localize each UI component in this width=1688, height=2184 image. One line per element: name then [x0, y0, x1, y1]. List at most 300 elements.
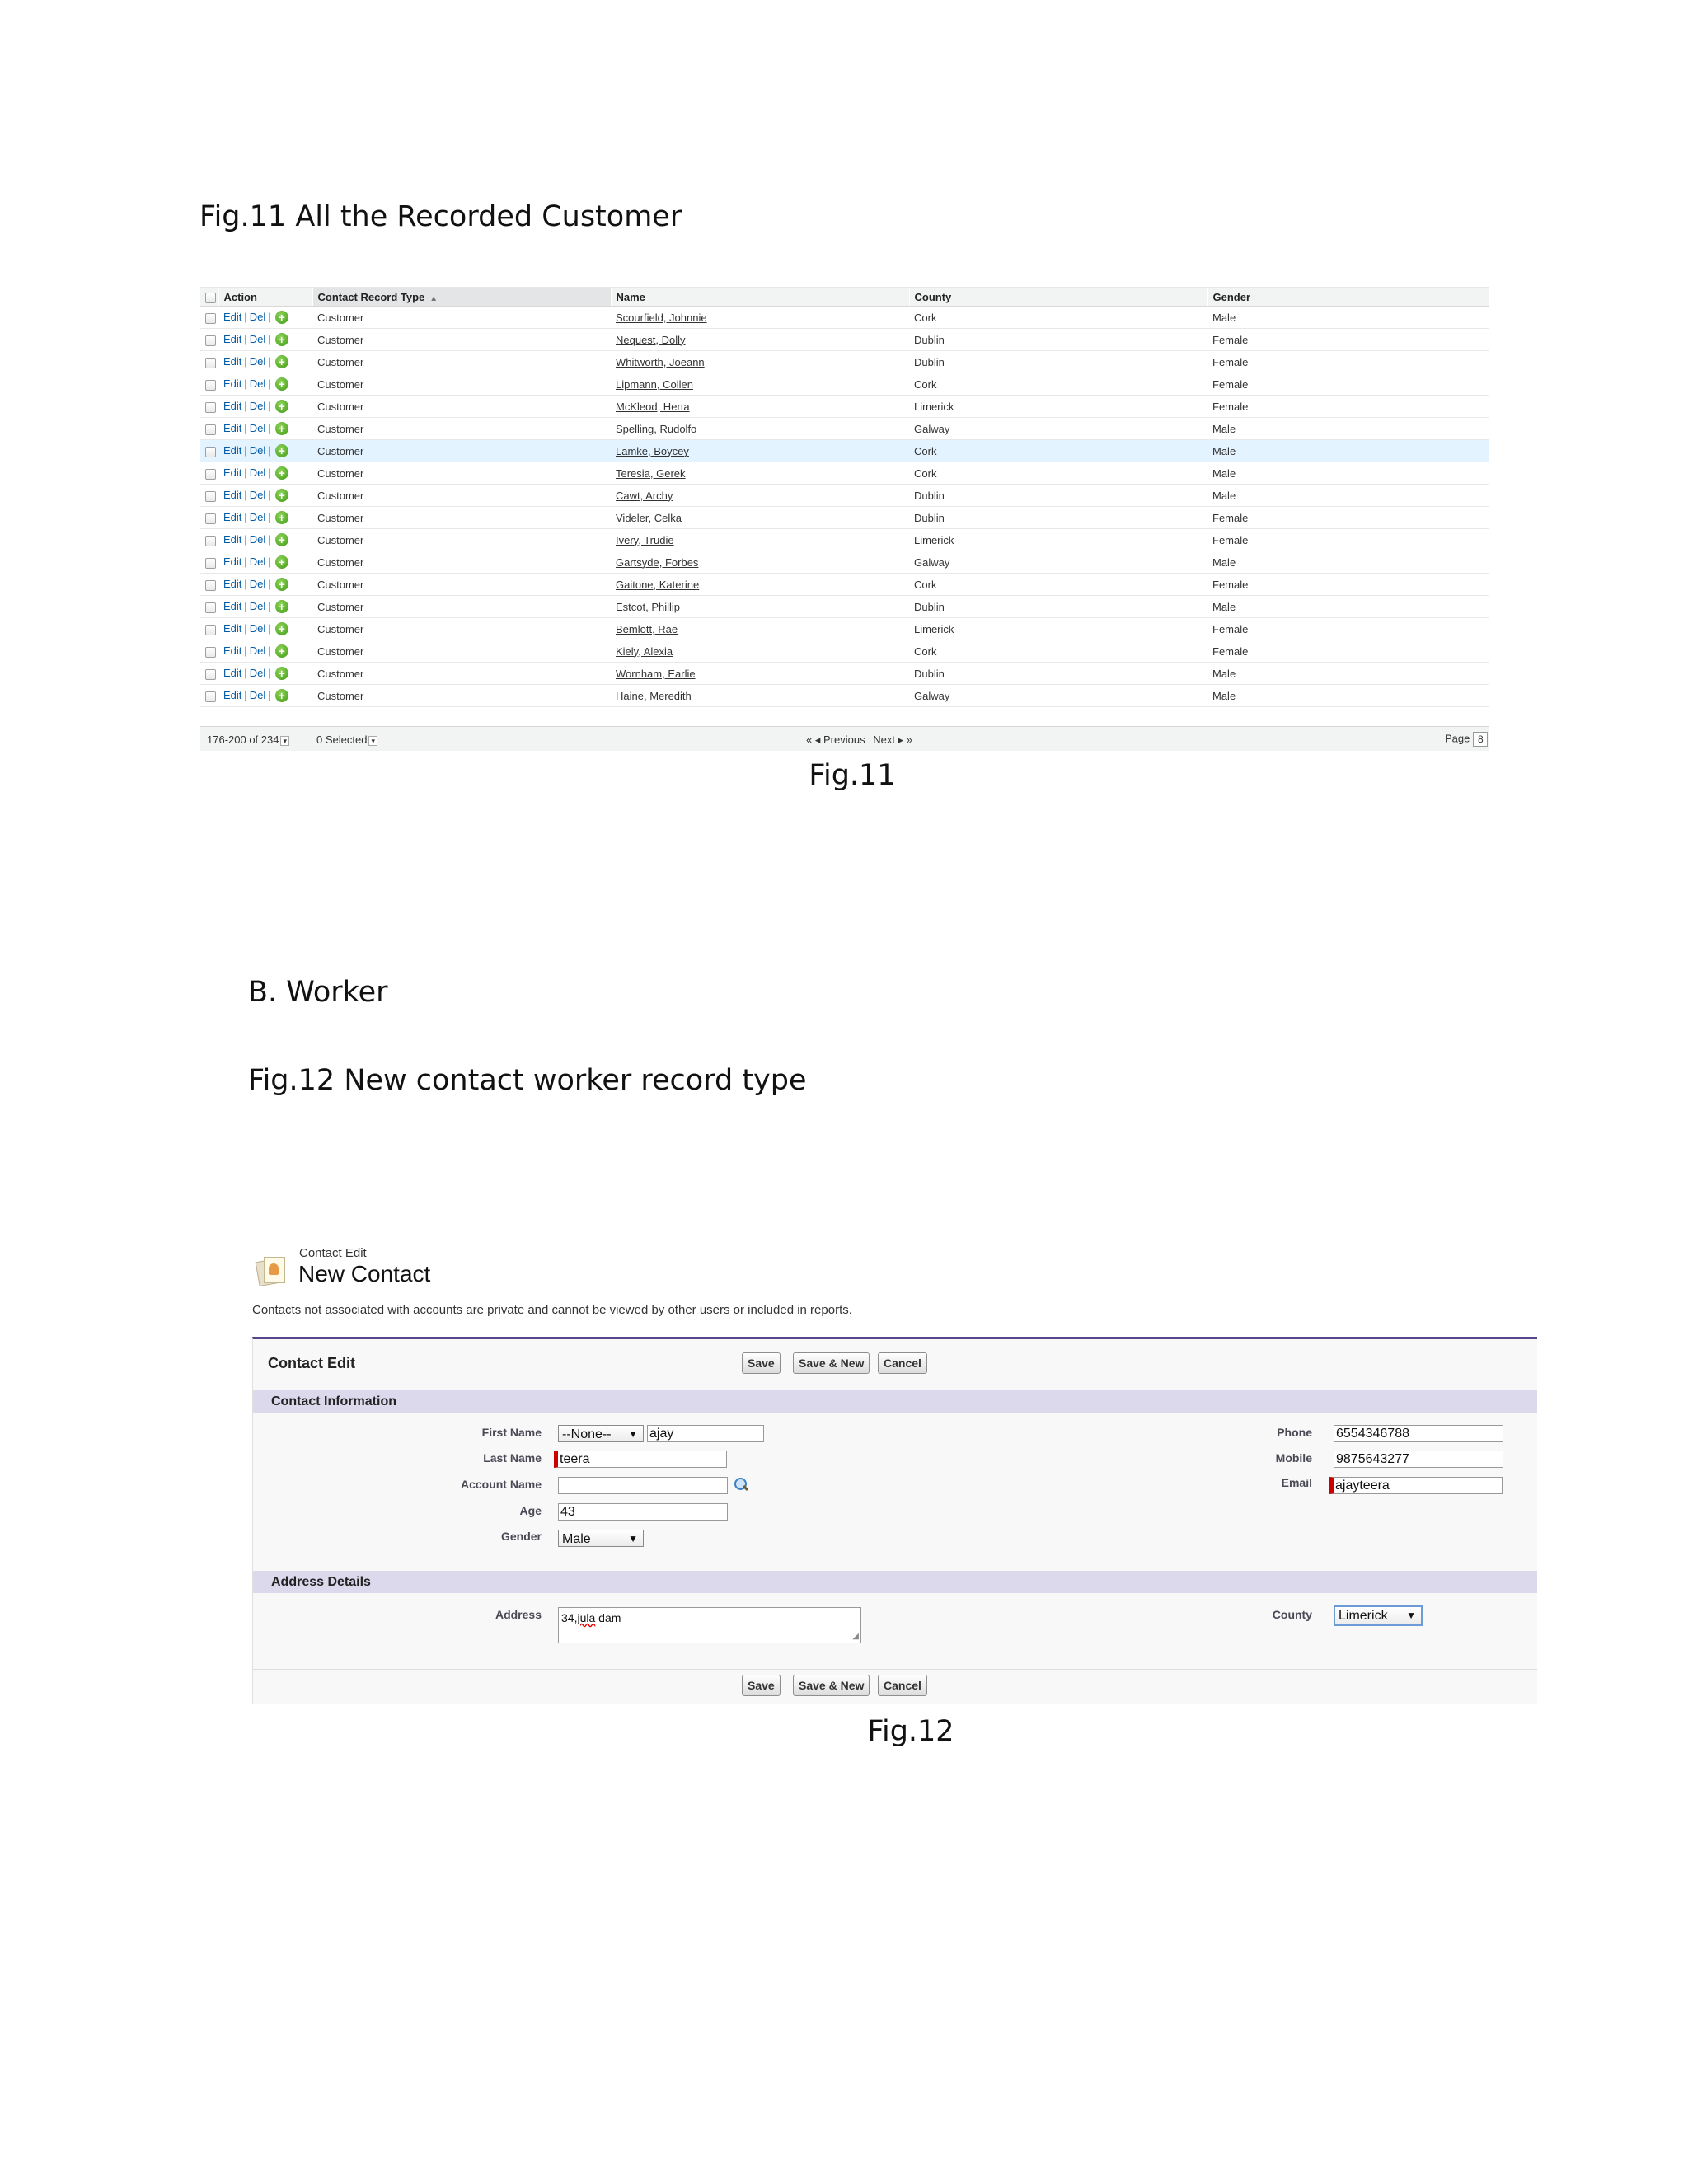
action-separator: |: [244, 577, 247, 590]
table-row[interactable]: [200, 373, 1489, 396]
row-checkbox[interactable]: [200, 618, 218, 640]
cell-record-type: Customer: [312, 373, 611, 396]
delete-link[interactable]: Del: [249, 354, 266, 368]
row-actions: [218, 507, 312, 529]
cell-county: Cork: [909, 574, 1207, 596]
save-new-button[interactable]: Save & New: [793, 1352, 870, 1374]
cell-gender: Female: [1207, 351, 1489, 373]
add-plus-icon[interactable]: +: [275, 466, 288, 480]
contact-name-link[interactable]: Gartsyde, Forbes: [616, 555, 699, 569]
add-plus-icon[interactable]: +: [275, 355, 288, 368]
cell-record-type: Customer: [312, 396, 611, 418]
cell-county: Dublin: [909, 507, 1207, 529]
table-row[interactable]: [200, 351, 1489, 373]
cell-gender: Female: [1207, 529, 1489, 551]
cell-name: [611, 418, 909, 440]
action-separator: |: [268, 488, 271, 501]
add-plus-icon[interactable]: +: [275, 644, 288, 658]
edit-link[interactable]: Edit: [223, 510, 242, 523]
cell-county: Cork: [909, 373, 1207, 396]
edit-link[interactable]: Edit: [223, 666, 242, 679]
table-row[interactable]: [200, 618, 1489, 640]
cell-name: [611, 485, 909, 507]
action-separator: |: [244, 354, 247, 368]
add-plus-icon[interactable]: +: [275, 311, 288, 324]
contact-information-section: [253, 1390, 1537, 1413]
row-actions: [218, 462, 312, 485]
cell-record-type: Customer: [312, 618, 611, 640]
save-button[interactable]: Save: [742, 1352, 781, 1374]
next-page-link[interactable]: Next ▸: [873, 733, 904, 746]
action-separator: |: [244, 555, 247, 568]
account-name-input[interactable]: [558, 1477, 728, 1494]
chevron-down-icon: ▼: [1406, 1610, 1416, 1621]
cell-county: Galway: [909, 685, 1207, 707]
cancel-button-bottom[interactable]: Cancel: [878, 1675, 927, 1696]
cell-gender: Female: [1207, 507, 1489, 529]
add-plus-icon[interactable]: +: [275, 377, 288, 391]
first-page-icon[interactable]: «: [806, 733, 813, 746]
row-actions: [218, 596, 312, 618]
add-plus-icon[interactable]: +: [275, 400, 288, 413]
edit-link[interactable]: Edit: [223, 443, 242, 457]
contact-name-link[interactable]: Haine, Meredith: [616, 689, 692, 702]
cell-name: [611, 329, 909, 351]
add-plus-icon[interactable]: +: [275, 622, 288, 635]
action-separator: |: [268, 332, 271, 345]
add-plus-icon[interactable]: +: [275, 489, 288, 502]
contact-card-icon: [256, 1255, 287, 1283]
contact-name-link[interactable]: Scourfield, Johnnie: [616, 311, 707, 324]
cell-name: [611, 663, 909, 685]
cell-county: Dublin: [909, 485, 1207, 507]
contact-name-link[interactable]: Cawt, Archy: [616, 489, 673, 502]
add-plus-icon[interactable]: +: [275, 600, 288, 613]
contact-name-link[interactable]: Teresia, Gerek: [616, 466, 686, 480]
action-separator: |: [268, 466, 271, 479]
cancel-button[interactable]: Cancel: [878, 1352, 927, 1374]
account-name-label: Account Name: [460, 1478, 542, 1491]
action-separator: |: [268, 421, 271, 434]
cell-name: [611, 529, 909, 551]
table-header-row: [200, 288, 1489, 307]
save-new-button-bottom[interactable]: Save & New: [793, 1675, 870, 1696]
action-separator: |: [244, 621, 247, 635]
add-plus-icon[interactable]: +: [275, 511, 288, 524]
column-header-action: Action: [218, 288, 312, 307]
delete-link[interactable]: Del: [249, 555, 266, 568]
selected-count-selector[interactable]: [316, 733, 377, 746]
delete-link[interactable]: Del: [249, 332, 266, 345]
edit-link[interactable]: Edit: [223, 621, 242, 635]
cell-gender: Male: [1207, 485, 1489, 507]
page-kicker: Contact Edit: [299, 1246, 367, 1260]
contact-name-link[interactable]: Whitworth, Joeann: [616, 355, 705, 368]
row-actions: [218, 307, 312, 329]
cell-record-type: Customer: [312, 640, 611, 663]
delete-link[interactable]: Del: [249, 666, 266, 679]
action-separator: |: [268, 688, 271, 701]
selected-count-label: 0 Selected: [316, 733, 368, 746]
table-row[interactable]: [200, 551, 1489, 574]
action-separator: |: [268, 354, 271, 368]
section-title: Address Details: [271, 1575, 371, 1589]
edit-link[interactable]: Edit: [223, 688, 242, 701]
row-checkbox[interactable]: [200, 596, 218, 618]
last-name-label: Last Name: [483, 1451, 542, 1465]
contact-name-link[interactable]: Ivery, Trudie: [616, 533, 674, 546]
page-jump: [1445, 732, 1488, 747]
address-text-misspelled: jula: [577, 1611, 596, 1624]
add-plus-icon[interactable]: +: [275, 444, 288, 457]
sort-asc-icon: ▲: [429, 293, 438, 303]
row-checkbox[interactable]: [200, 574, 218, 596]
action-separator: |: [268, 599, 271, 612]
salutation-value: --None--: [562, 1427, 612, 1441]
last-name-input[interactable]: teera: [554, 1451, 727, 1468]
resize-grip-icon[interactable]: ◢: [852, 1632, 859, 1641]
page-label: Page: [1445, 732, 1470, 745]
contact-name-link[interactable]: Lamke, Boycey: [616, 444, 689, 457]
table-row[interactable]: [200, 507, 1489, 529]
delete-link[interactable]: Del: [249, 621, 266, 635]
customer-list-view: [200, 287, 1489, 751]
chevron-down-icon: ▾: [280, 736, 289, 746]
action-separator: |: [268, 644, 271, 657]
table-row[interactable]: [200, 663, 1489, 685]
delete-link[interactable]: Del: [249, 377, 266, 390]
column-header-name[interactable]: Name: [611, 288, 909, 307]
row-actions: [218, 485, 312, 507]
edit-link[interactable]: Edit: [223, 532, 242, 546]
delete-link[interactable]: Del: [249, 644, 266, 657]
action-separator: |: [268, 443, 271, 457]
customer-table-body: [200, 307, 1489, 707]
address-textarea[interactable]: [558, 1607, 861, 1643]
cell-name: [611, 351, 909, 373]
action-separator: |: [244, 488, 247, 501]
row-checkbox[interactable]: [200, 373, 218, 396]
page-title: New Contact: [298, 1261, 431, 1286]
delete-link[interactable]: Del: [249, 421, 266, 434]
delete-link[interactable]: Del: [249, 466, 266, 479]
cell-gender: Female: [1207, 329, 1489, 351]
row-checkbox[interactable]: [200, 462, 218, 485]
cell-name: [611, 618, 909, 640]
action-separator: |: [244, 443, 247, 457]
divider: [253, 1669, 1537, 1670]
add-plus-icon[interactable]: +: [275, 333, 288, 346]
cell-gender: Male: [1207, 440, 1489, 462]
address-text: dam: [595, 1611, 621, 1624]
contact-name-link[interactable]: Kiely, Alexia: [616, 644, 673, 658]
edit-link[interactable]: Edit: [223, 354, 242, 368]
contact-edit-block: [252, 1337, 1537, 1704]
row-actions: [218, 418, 312, 440]
contact-name-link[interactable]: Wornham, Earlie: [616, 667, 696, 680]
row-checkbox[interactable]: [200, 440, 218, 462]
address-text: 34,: [561, 1611, 578, 1624]
cell-county: Dublin: [909, 663, 1207, 685]
add-plus-icon[interactable]: +: [275, 578, 288, 591]
record-range-selector[interactable]: [207, 733, 289, 746]
cell-gender: Female: [1207, 618, 1489, 640]
row-checkbox[interactable]: [200, 551, 218, 574]
lookup-icon[interactable]: [733, 1476, 749, 1493]
age-label: Age: [519, 1504, 542, 1517]
chevron-down-icon: ▼: [628, 1533, 638, 1544]
column-header-county[interactable]: County: [909, 288, 1207, 307]
action-separator: |: [268, 510, 271, 523]
add-plus-icon[interactable]: +: [275, 667, 288, 680]
block-title: Contact Edit: [268, 1355, 355, 1371]
cell-name: [611, 440, 909, 462]
edit-link[interactable]: Edit: [223, 332, 242, 345]
county-value: Limerick: [1339, 1609, 1388, 1623]
county-label: County: [1272, 1608, 1312, 1621]
cell-name: [611, 462, 909, 485]
gender-value: Male: [562, 1532, 591, 1546]
cell-name: [611, 640, 909, 663]
edit-link[interactable]: Edit: [223, 377, 242, 390]
row-actions: [218, 396, 312, 418]
customer-table: [200, 288, 1489, 707]
table-row[interactable]: [200, 307, 1489, 329]
cell-name: [611, 373, 909, 396]
cell-county: Cork: [909, 440, 1207, 462]
cell-gender: Male: [1207, 307, 1489, 329]
row-actions: [218, 663, 312, 685]
cell-county: Galway: [909, 551, 1207, 574]
cell-record-type: Customer: [312, 418, 611, 440]
row-checkbox[interactable]: [200, 640, 218, 663]
action-separator: |: [244, 532, 247, 546]
edit-link[interactable]: Edit: [223, 421, 242, 434]
cell-name: [611, 396, 909, 418]
cell-record-type: Customer: [312, 596, 611, 618]
cell-name: [611, 596, 909, 618]
edit-link[interactable]: Edit: [223, 488, 242, 501]
add-plus-icon[interactable]: +: [275, 555, 288, 569]
cell-county: Limerick: [909, 396, 1207, 418]
cell-county: Dublin: [909, 351, 1207, 373]
delete-link[interactable]: Del: [249, 599, 266, 612]
address-details-section: [253, 1571, 1537, 1593]
table-row[interactable]: [200, 485, 1489, 507]
gender-label: Gender: [500, 1530, 542, 1543]
row-checkbox[interactable]: [200, 329, 218, 351]
cell-record-type: Customer: [312, 307, 611, 329]
row-checkbox[interactable]: [200, 529, 218, 551]
action-separator: |: [268, 377, 271, 390]
table-row[interactable]: [200, 329, 1489, 351]
salutation-select[interactable]: [558, 1425, 644, 1442]
table-row[interactable]: [200, 574, 1489, 596]
cell-gender: Male: [1207, 418, 1489, 440]
cell-record-type: Customer: [312, 574, 611, 596]
action-separator: |: [244, 399, 247, 412]
row-actions: [218, 640, 312, 663]
cell-county: Dublin: [909, 596, 1207, 618]
edit-link[interactable]: Edit: [223, 644, 242, 657]
new-contact-screen: [252, 1240, 1538, 1706]
address-label: Address: [495, 1608, 542, 1621]
previous-page-link[interactable]: ◂ Previous: [814, 733, 865, 746]
last-page-icon[interactable]: »: [906, 733, 912, 746]
cell-county: Cork: [909, 462, 1207, 485]
section-b-heading: B. Worker: [248, 976, 388, 1009]
action-separator: |: [244, 377, 247, 390]
table-row[interactable]: [200, 529, 1489, 551]
row-actions: [218, 574, 312, 596]
row-checkbox[interactable]: [200, 685, 218, 707]
delete-link[interactable]: Del: [249, 488, 266, 501]
save-button-bottom[interactable]: Save: [742, 1675, 781, 1696]
cell-name: [611, 507, 909, 529]
row-checkbox[interactable]: [200, 307, 218, 329]
action-separator: |: [244, 666, 247, 679]
table-row[interactable]: [200, 640, 1489, 663]
county-select[interactable]: [1334, 1605, 1423, 1626]
delete-link[interactable]: Del: [249, 532, 266, 546]
edit-link[interactable]: Edit: [223, 310, 242, 323]
cell-county: Cork: [909, 640, 1207, 663]
action-separator: |: [244, 599, 247, 612]
action-separator: |: [244, 421, 247, 434]
contact-name-link[interactable]: Nequest, Dolly: [616, 333, 686, 346]
row-actions: [218, 373, 312, 396]
record-range-label: 176-200 of 234: [207, 733, 279, 746]
cell-county: Cork: [909, 307, 1207, 329]
contact-name-link[interactable]: Spelling, Rudolfo: [616, 422, 697, 435]
row-checkbox[interactable]: [200, 351, 218, 373]
edit-link[interactable]: Edit: [223, 399, 242, 412]
cell-gender: Male: [1207, 685, 1489, 707]
action-separator: |: [244, 688, 247, 701]
fig12-heading: Fig.12 New contact worker record type: [248, 1064, 807, 1097]
gender-select[interactable]: [558, 1530, 644, 1547]
delete-link[interactable]: Del: [249, 399, 266, 412]
cell-gender: Male: [1207, 596, 1489, 618]
cell-gender: Male: [1207, 663, 1489, 685]
edit-link[interactable]: Edit: [223, 466, 242, 479]
action-separator: |: [244, 644, 247, 657]
cell-gender: Male: [1207, 462, 1489, 485]
table-row[interactable]: [200, 462, 1489, 485]
fig11-heading: Fig.11 All the Recorded Customer: [199, 200, 682, 233]
column-header-record-type[interactable]: [312, 288, 611, 307]
add-plus-icon[interactable]: +: [275, 533, 288, 546]
first-name-input[interactable]: ajay: [647, 1425, 764, 1442]
contact-name-link[interactable]: Videler, Celka: [616, 511, 682, 524]
table-row[interactable]: [200, 418, 1489, 440]
table-row[interactable]: [200, 440, 1489, 462]
cell-county: Limerick: [909, 618, 1207, 640]
contact-name-link[interactable]: Gaitone, Katerine: [616, 578, 700, 591]
fig12-caption: Fig.12: [867, 1715, 954, 1748]
delete-link[interactable]: Del: [249, 510, 266, 523]
column-header-label: Contact Record Type: [317, 290, 425, 303]
row-actions: [218, 440, 312, 462]
cell-record-type: Customer: [312, 507, 611, 529]
first-name-label: First Name: [481, 1426, 542, 1439]
cell-record-type: Customer: [312, 462, 611, 485]
row-actions: [218, 329, 312, 351]
row-checkbox[interactable]: [200, 507, 218, 529]
page-number-input[interactable]: 8: [1473, 732, 1488, 747]
select-all-checkbox[interactable]: [200, 288, 218, 307]
delete-link[interactable]: Del: [249, 577, 266, 590]
cell-record-type: Customer: [312, 685, 611, 707]
row-actions: [218, 551, 312, 574]
row-actions: [218, 685, 312, 707]
edit-link[interactable]: Edit: [223, 577, 242, 590]
row-checkbox[interactable]: [200, 396, 218, 418]
add-plus-icon[interactable]: +: [275, 422, 288, 435]
contact-name-link[interactable]: Lipmann, Collen: [616, 377, 693, 391]
edit-link[interactable]: Edit: [223, 599, 242, 612]
contact-name-link[interactable]: McKleod, Herta: [616, 400, 690, 413]
chevron-down-icon: ▾: [368, 736, 377, 746]
contact-name-link[interactable]: Bemlott, Rae: [616, 622, 678, 635]
age-input[interactable]: 43: [558, 1503, 728, 1521]
mobile-input[interactable]: 9875643277: [1334, 1451, 1503, 1468]
table-row[interactable]: [200, 685, 1489, 707]
cell-county: Limerick: [909, 529, 1207, 551]
delete-link[interactable]: Del: [249, 443, 266, 457]
add-plus-icon[interactable]: +: [275, 689, 288, 702]
email-input[interactable]: ajayteera: [1329, 1477, 1503, 1494]
action-separator: |: [244, 510, 247, 523]
section-title: Contact Information: [271, 1394, 396, 1408]
action-separator: |: [244, 332, 247, 345]
cell-gender: Male: [1207, 551, 1489, 574]
delete-link[interactable]: Del: [249, 688, 266, 701]
cell-gender: Female: [1207, 640, 1489, 663]
list-footer: [200, 726, 1489, 751]
delete-link[interactable]: Del: [249, 310, 266, 323]
cell-county: Galway: [909, 418, 1207, 440]
table-row[interactable]: [200, 596, 1489, 618]
edit-link[interactable]: Edit: [223, 555, 242, 568]
cell-gender: Female: [1207, 373, 1489, 396]
chevron-down-icon: ▼: [628, 1428, 638, 1440]
phone-label: Phone: [1277, 1426, 1312, 1439]
cell-gender: Female: [1207, 396, 1489, 418]
cell-gender: Female: [1207, 574, 1489, 596]
cell-record-type: Customer: [312, 440, 611, 462]
cell-record-type: Customer: [312, 485, 611, 507]
contact-name-link[interactable]: Estcot, Phillip: [616, 600, 681, 613]
phone-input[interactable]: 6554346788: [1334, 1425, 1503, 1442]
column-header-gender[interactable]: Gender: [1207, 288, 1489, 307]
action-separator: |: [268, 310, 271, 323]
action-separator: |: [268, 555, 271, 568]
action-separator: |: [268, 577, 271, 590]
action-separator: |: [268, 399, 271, 412]
cell-record-type: Customer: [312, 351, 611, 373]
row-checkbox[interactable]: [200, 418, 218, 440]
table-row[interactable]: [200, 396, 1489, 418]
fig11-caption: Fig.11: [809, 759, 896, 792]
email-label: Email: [1281, 1476, 1312, 1489]
cell-name: [611, 685, 909, 707]
cell-county: Dublin: [909, 329, 1207, 351]
cell-record-type: Customer: [312, 663, 611, 685]
row-checkbox[interactable]: [200, 485, 218, 507]
action-separator: |: [244, 310, 247, 323]
row-checkbox[interactable]: [200, 663, 218, 685]
